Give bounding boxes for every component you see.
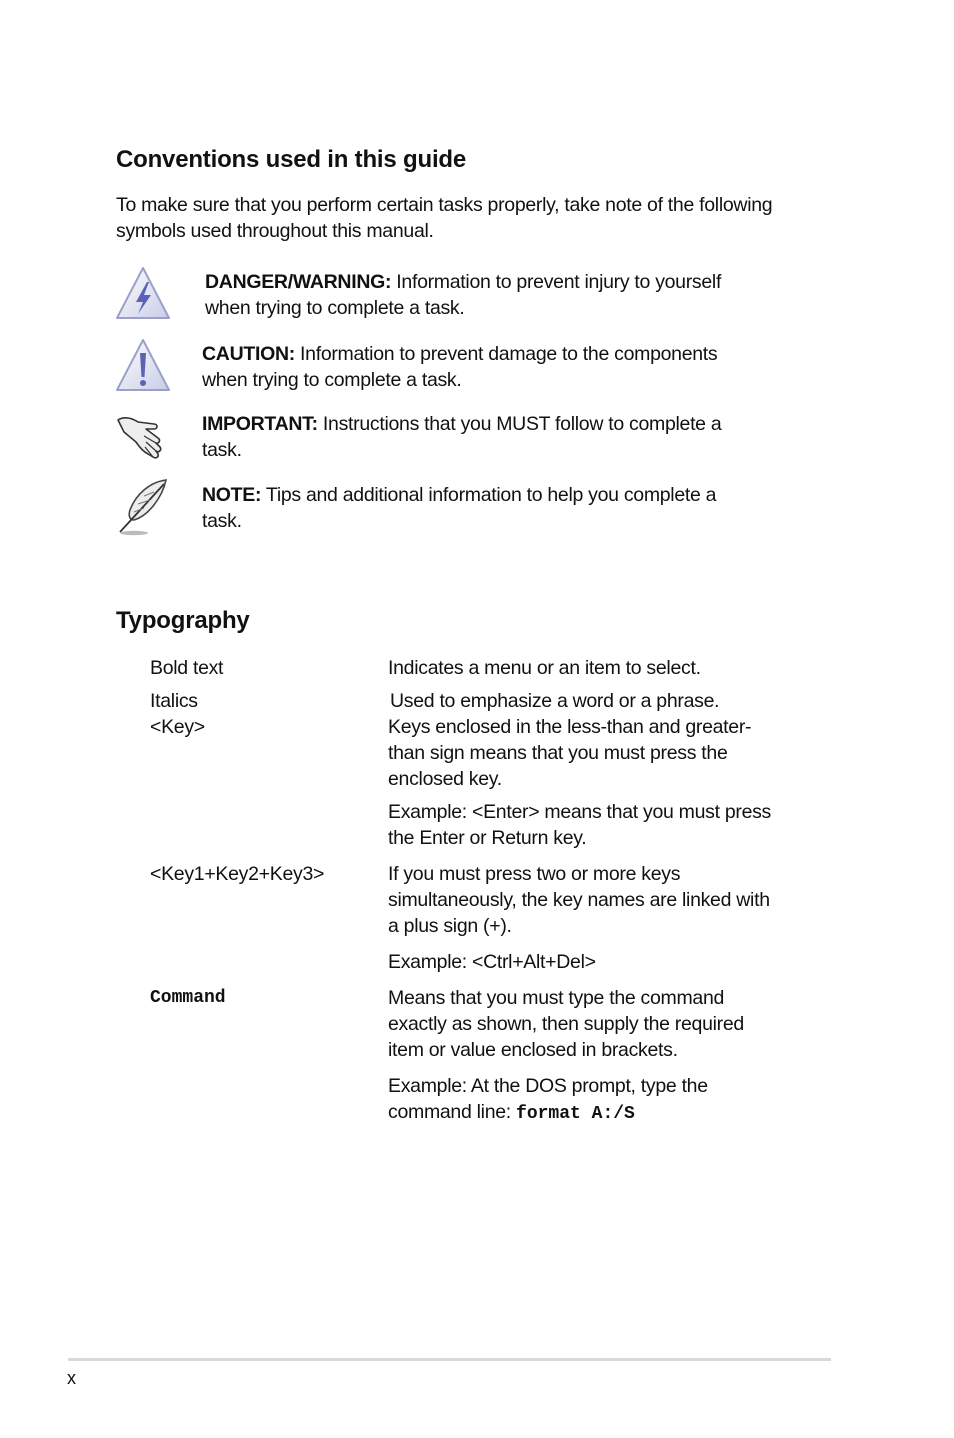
- footer-rule: [68, 1358, 831, 1361]
- typography-desc-key-combo: [388, 861, 798, 939]
- notice-text-line2: task.: [202, 510, 242, 532]
- desc-line: Means that you must type the command: [388, 987, 725, 1009]
- notice-label: CAUTION:: [202, 343, 295, 365]
- typography-example-command: [388, 1073, 798, 1127]
- desc-line: exactly as shown, then supply the required: [388, 1013, 744, 1035]
- caution-icon: [114, 336, 172, 398]
- notice-note: [202, 482, 762, 534]
- example-line: Example: <Enter> means that you must press: [388, 801, 772, 823]
- typography-example-key-combo: [388, 949, 798, 975]
- notice-text-line2: when trying to complete a task.: [205, 297, 465, 319]
- typography-desc-italics: [390, 688, 800, 714]
- intro-line-1: To make sure that you perform certain tasks properly, take note of the following: [116, 194, 773, 216]
- notice-text-line2: when trying to complete a task.: [202, 369, 462, 391]
- danger-warning-icon: [114, 264, 172, 326]
- note-feather-icon: [114, 476, 172, 538]
- intro-line-2: symbols used throughout this manual.: [116, 220, 434, 242]
- page-number: x: [67, 1368, 76, 1388]
- conventions-intro: [116, 192, 772, 244]
- example-line: Example: At the DOS prompt, type the: [388, 1075, 708, 1097]
- desc-line: a plus sign (+).: [388, 915, 512, 937]
- notice-text: Tips and additional information to help you complete a: [261, 484, 717, 506]
- example-line: the Enter or Return key.: [388, 827, 587, 849]
- conventions-heading: Conventions used in this guide: [116, 146, 467, 173]
- example-text: command line:: [388, 1101, 517, 1123]
- desc-line: than sign means that you must press the: [388, 742, 728, 764]
- desc-line: Indicates a menu or an item to select.: [388, 657, 701, 679]
- typography-term-key-combo: <Key1+Key2+Key3>: [150, 863, 325, 885]
- notice-label: DANGER/WARNING:: [205, 271, 392, 293]
- notice-important: [202, 411, 762, 463]
- typography-term-italics: Italics: [150, 690, 198, 712]
- typography-desc-command: [388, 985, 798, 1063]
- notice-label: NOTE:: [202, 484, 262, 506]
- typography-term-key: <Key>: [150, 716, 205, 738]
- desc-line: Keys enclosed in the less-than and greater-: [388, 716, 752, 738]
- important-hand-icon: [114, 408, 172, 470]
- notice-caution: [202, 341, 762, 393]
- desc-line: simultaneously, the key names are linked with: [388, 889, 770, 911]
- example-line: Example: <Ctrl+Alt+Del>: [388, 951, 596, 973]
- notice-text: Information to prevent damage to the components: [294, 343, 718, 365]
- notice-text: Instructions that you MUST follow to complete a: [317, 413, 722, 435]
- desc-line: item or value enclosed in brackets.: [388, 1039, 678, 1061]
- example-line: [388, 1099, 798, 1127]
- desc-line: Used to emphasize a word or a phrase.: [390, 690, 720, 712]
- typography-desc-bold: [388, 655, 798, 681]
- typography-example-key: [388, 799, 798, 851]
- notice-danger-warning: [205, 269, 765, 321]
- notice-label: IMPORTANT:: [202, 413, 318, 435]
- notice-text: Information to prevent injury to yourself: [391, 271, 722, 293]
- example-code: format A:/S: [516, 1104, 635, 1124]
- typography-term-bold: Bold text: [150, 657, 224, 679]
- notice-text-line2: task.: [202, 439, 242, 461]
- typography-desc-key: [388, 714, 798, 792]
- typography-heading: Typography: [116, 607, 250, 634]
- desc-line: If you must press two or more keys: [388, 863, 681, 885]
- desc-line: enclosed key.: [388, 768, 502, 790]
- typography-term-command: Command: [150, 988, 226, 1008]
